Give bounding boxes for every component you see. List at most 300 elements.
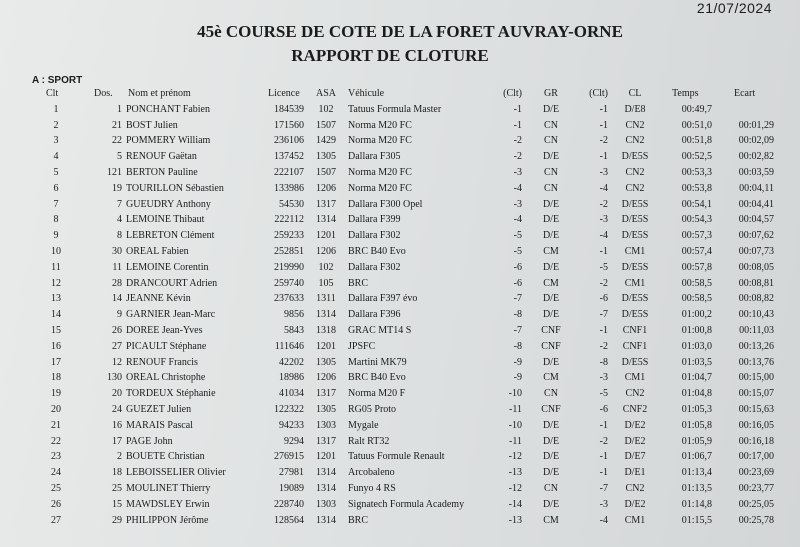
cell-clt-cl: -2 [599, 435, 608, 447]
cell-clt: 10 [51, 245, 61, 257]
cell-name: MOULINET Thierry [126, 482, 211, 494]
cell-dos: 21 [112, 119, 122, 131]
cell-cl: D/E5S [621, 293, 649, 305]
table-row [0, 339, 800, 355]
cell-name: GARNIER Jean-Marc [126, 309, 216, 321]
cell-cl: D/E2 [624, 419, 646, 431]
cell-clt: 17 [51, 356, 61, 368]
cell-ecart: 00:16,05 [738, 419, 774, 431]
cell-name: RENOUF Francis [126, 356, 198, 368]
cell-clt: 9 [53, 230, 59, 242]
cell-name: BERTON Pauline [126, 166, 198, 178]
cell-clt: 19 [51, 388, 61, 400]
cell-dos: 24 [112, 403, 122, 415]
cell-asa: 1311 [316, 293, 336, 305]
cell-dos: 27 [112, 340, 122, 352]
table-row [0, 228, 800, 244]
cell-clt-cl: -4 [599, 182, 608, 194]
cell-gr: CM [543, 514, 559, 526]
cell-clt: 18 [51, 372, 61, 384]
cell-clt: 12 [51, 277, 61, 289]
cell-ecart: 00:16,18 [738, 435, 774, 447]
cell-clt: 26 [51, 498, 61, 510]
table-row [0, 370, 800, 386]
cell-clt-cl: -1 [599, 151, 608, 163]
cell-name: PHILIPPON Jérôme [126, 514, 209, 526]
cell-dos: 5 [117, 151, 122, 163]
cell-clt-gr: -1 [513, 103, 522, 115]
cell-asa: 1317 [316, 388, 336, 400]
cell-asa: 102 [318, 261, 334, 273]
cell-cl: CN2 [625, 182, 645, 194]
table-header [0, 86, 800, 102]
cell-vehicle: Ralt RT32 [348, 435, 390, 447]
cell-ecart: 00:10,43 [738, 309, 774, 321]
cell-licence: 228740 [274, 498, 304, 510]
cell-clt-cl: -2 [599, 277, 608, 289]
cell-gr: D/E [542, 419, 560, 431]
cell-clt: 4 [53, 151, 59, 163]
cell-cl: CM1 [624, 245, 646, 257]
cell-ecart: 00:15,63 [738, 403, 774, 415]
cell-cl: CM1 [624, 277, 646, 289]
cell-clt-gr: -9 [513, 356, 522, 368]
cell-clt-gr: -9 [513, 372, 522, 384]
cell-cl: D/E5S [621, 198, 649, 210]
cell-vehicle: Dallara F300 Opel [348, 198, 423, 210]
cell-asa: 1305 [316, 151, 336, 163]
cell-clt: 21 [51, 419, 61, 431]
cell-name: LEBOISSELIER Olivier [126, 467, 226, 479]
header-clt-cl: (Clt) [589, 88, 608, 99]
cell-clt-cl: -4 [599, 514, 608, 526]
cell-clt: 3 [53, 135, 59, 147]
table-row [0, 102, 800, 118]
cell-asa: 1317 [316, 435, 336, 447]
cell-clt-cl: -1 [599, 451, 608, 463]
cell-name: GUEUDRY Anthony [126, 198, 211, 210]
cell-clt-cl: -2 [599, 135, 608, 147]
cell-clt-cl: -1 [599, 245, 608, 257]
cell-dos: 1 [117, 103, 122, 115]
cell-dos: 9 [117, 309, 122, 321]
cell-temps: 01:14,8 [681, 498, 712, 510]
header-vehicle: Véhicule [348, 88, 385, 99]
table-body [0, 102, 800, 529]
cell-gr: CN [544, 482, 558, 494]
cell-cl: D/E2 [624, 498, 646, 510]
cell-asa: 1201 [316, 340, 336, 352]
cell-temps: 01:00,8 [681, 324, 712, 336]
cell-name: OREAL Christophe [126, 372, 206, 384]
cell-temps: 00:49,7 [681, 103, 712, 115]
cell-dos: 14 [112, 293, 122, 305]
cell-cl: CN2 [625, 119, 645, 131]
cell-cl: D/E5S [621, 230, 649, 242]
table-row [0, 449, 800, 465]
cell-clt-gr: -4 [513, 182, 522, 194]
cell-asa: 1305 [316, 356, 336, 368]
cell-cl: CM1 [624, 372, 646, 384]
cell-clt: 11 [51, 261, 61, 273]
cell-asa: 1206 [316, 245, 336, 257]
cell-cl: CM1 [624, 514, 646, 526]
cell-clt-gr: -7 [513, 324, 522, 336]
cell-gr: CM [543, 245, 559, 257]
cell-temps: 01:05,9 [681, 435, 712, 447]
cell-vehicle: Dallara F399 [348, 214, 401, 226]
table-row [0, 212, 800, 228]
cell-asa: 1305 [316, 403, 336, 415]
cell-vehicle: Arcobaleno [348, 467, 395, 479]
cell-clt: 23 [51, 451, 61, 463]
cell-gr: D/E [542, 261, 560, 273]
cell-name: TOURILLON Sébastien [126, 182, 224, 194]
cell-asa: 102 [318, 103, 334, 115]
cell-clt-gr: -10 [508, 419, 522, 431]
cell-temps: 00:53,3 [681, 166, 712, 178]
cell-licence: 236106 [274, 135, 304, 147]
cell-ecart: 00:13,26 [738, 340, 774, 352]
cell-gr: D/E [542, 435, 560, 447]
cell-ecart: 00:25,05 [738, 498, 774, 510]
cell-name: OREAL Fabien [126, 245, 189, 257]
cell-vehicle: BRC [348, 514, 369, 526]
cell-temps: 01:13,4 [681, 467, 712, 479]
cell-vehicle: Tatuus Formula Master [348, 103, 442, 115]
cell-clt: 14 [51, 309, 61, 321]
cell-clt-gr: -5 [513, 245, 522, 257]
cell-clt-cl: -6 [599, 293, 608, 305]
cell-cl: D/E5S [621, 356, 649, 368]
cell-temps: 01:06,7 [681, 451, 712, 463]
cell-temps: 01:00,2 [681, 309, 712, 321]
cell-cl: CN2 [625, 135, 645, 147]
cell-licence: 18986 [279, 372, 304, 384]
cell-clt-gr: -2 [513, 135, 522, 147]
header-clt-gr: (Clt) [503, 88, 522, 99]
event-title: 45è COURSE DE COTE DE LA FORET AUVRAY-ORNE [197, 22, 623, 41]
cell-temps: 00:54,3 [681, 214, 712, 226]
cell-asa: 1201 [316, 230, 336, 242]
cell-ecart: 00:08,05 [738, 261, 774, 273]
cell-licence: 222107 [274, 166, 304, 178]
header-clt: Clt [46, 88, 59, 99]
cell-clt: 8 [53, 214, 59, 226]
cell-clt-cl: -3 [599, 166, 608, 178]
cell-temps: 00:57,3 [681, 230, 712, 242]
cell-cl: CNF1 [622, 340, 648, 352]
cell-vehicle: JPSFC [348, 340, 376, 352]
cell-licence: 259233 [274, 230, 304, 242]
cell-gr: CNF [541, 340, 561, 352]
cell-dos: 22 [112, 135, 122, 147]
cell-clt-cl: -5 [599, 261, 608, 273]
header-gr: GR [544, 88, 558, 99]
cell-temps: 01:04,7 [681, 372, 712, 384]
cell-gr: CN [544, 388, 558, 400]
cell-vehicle: RG05 Proto [348, 403, 397, 415]
cell-ecart: 00:08,81 [738, 277, 774, 289]
header-name: Nom et prénom [128, 88, 191, 99]
cell-licence: 184539 [274, 103, 304, 115]
cell-dos: 25 [112, 482, 122, 494]
cell-name: MAWDSLEY Erwin [126, 498, 210, 510]
cell-clt-gr: -14 [508, 498, 522, 510]
header-dos: Dos. [94, 88, 113, 99]
cell-vehicle: Norma M20 F [348, 388, 406, 400]
cell-dos: 30 [112, 245, 122, 257]
cell-ecart: 00:15,00 [738, 372, 774, 384]
cell-name: BOST Julien [126, 119, 178, 131]
cell-cl: CN2 [625, 388, 645, 400]
cell-ecart: 00:02,82 [738, 151, 774, 163]
cell-clt-cl: -2 [599, 198, 608, 210]
cell-gr: CM [543, 277, 559, 289]
cell-name: DOREE Jean-Yves [126, 324, 203, 336]
cell-gr: D/E [542, 451, 560, 463]
cell-clt: 1 [53, 103, 59, 115]
cell-licence: 41034 [279, 388, 304, 400]
cell-name: PONCHANT Fabien [126, 103, 210, 115]
cell-licence: 219990 [274, 261, 304, 273]
cell-temps: 00:58,5 [681, 293, 712, 305]
cell-ecart: 00:04,57 [738, 214, 774, 226]
cell-gr: D/E [542, 467, 560, 479]
cell-ecart: 00:07,62 [738, 230, 774, 242]
cell-vehicle: Norma M20 FC [348, 135, 412, 147]
cell-name: GUEZET Julien [126, 403, 192, 415]
table-row [0, 291, 800, 307]
cell-clt-cl: -6 [599, 403, 608, 415]
cell-vehicle: BRC [348, 277, 369, 289]
cell-clt-cl: -2 [599, 340, 608, 352]
cell-cl: D/E8 [624, 103, 646, 115]
cell-licence: 137452 [274, 151, 304, 163]
cell-ecart: 00:03,59 [738, 166, 774, 178]
cell-ecart: 00:01,29 [738, 119, 774, 131]
cell-clt-cl: -1 [599, 324, 608, 336]
cell-clt-gr: -6 [513, 261, 522, 273]
cell-licence: 54530 [279, 198, 304, 210]
cell-dos: 17 [112, 435, 122, 447]
cell-clt: 5 [53, 166, 59, 178]
cell-gr: D/E [542, 293, 560, 305]
cell-name: MARAIS Pascal [126, 419, 193, 431]
cell-clt-gr: -3 [513, 198, 522, 210]
cell-vehicle: Dallara F396 [348, 309, 401, 321]
table-row [0, 260, 800, 276]
header-asa: ASA [315, 88, 336, 99]
cell-ecart: 00:04,41 [738, 198, 774, 210]
cell-clt: 6 [53, 182, 59, 194]
cell-clt-gr: -12 [508, 451, 522, 463]
cell-gr: CN [544, 182, 558, 194]
cell-licence: 128564 [274, 514, 304, 526]
cell-dos: 28 [112, 277, 122, 289]
cell-asa: 1206 [316, 372, 336, 384]
cell-dos: 121 [107, 166, 122, 178]
cell-clt-gr: -11 [509, 435, 522, 447]
cell-gr: D/E [542, 498, 560, 510]
cell-gr: D/E [542, 356, 560, 368]
table-row [0, 323, 800, 339]
cell-clt: 25 [51, 482, 61, 494]
table-row [0, 481, 800, 497]
cell-dos: 12 [112, 356, 122, 368]
cell-vehicle: Tatuus Formule Renault [348, 451, 445, 463]
cell-vehicle: Dallara F305 [348, 151, 401, 163]
cell-licence: 222112 [274, 214, 304, 226]
cell-asa: 1314 [316, 309, 336, 321]
table-row [0, 276, 800, 292]
cell-vehicle: GRAC MT14 S [348, 324, 412, 336]
cell-name: JEANNE Kévin [126, 293, 191, 305]
cell-name: BOUETE Christian [126, 451, 205, 463]
table-row [0, 181, 800, 197]
table-row [0, 497, 800, 513]
header-ecart: Ecart [734, 88, 756, 99]
cell-temps: 00:53,8 [681, 182, 712, 194]
cell-gr: CN [544, 135, 558, 147]
cell-clt-gr: -4 [513, 214, 522, 226]
cell-licence: 122322 [274, 403, 304, 415]
cell-clt: 27 [51, 514, 61, 526]
cell-cl: D/E1 [624, 467, 646, 479]
cell-cl: CNF1 [622, 324, 648, 336]
cell-temps: 00:57,8 [681, 261, 712, 273]
cell-clt-cl: -3 [599, 498, 608, 510]
cell-clt-gr: -13 [508, 467, 522, 479]
cell-temps: 01:03,0 [681, 340, 712, 352]
cell-clt-gr: -3 [513, 166, 522, 178]
cell-asa: 1318 [316, 324, 336, 336]
cell-gr: CNF [541, 324, 561, 336]
cell-asa: 1201 [316, 451, 336, 463]
cell-clt-cl: -1 [599, 119, 608, 131]
cell-cl: CN2 [625, 166, 645, 178]
cell-name: TORDEUX Stéphanie [126, 388, 216, 400]
cell-vehicle: Signatech Formula Academy [348, 498, 465, 510]
cell-vehicle: Funyo 4 RS [348, 482, 396, 494]
cell-ecart: 00:15,07 [738, 388, 774, 400]
cell-ecart: 00:04,11 [739, 182, 774, 194]
cell-dos: 19 [112, 182, 122, 194]
cell-licence: 42202 [279, 356, 304, 368]
cell-vehicle: Mygale [348, 419, 379, 431]
cell-dos: 29 [112, 514, 122, 526]
cell-dos: 4 [117, 214, 122, 226]
cell-ecart: 00:25,78 [738, 514, 774, 526]
cell-asa: 1206 [316, 182, 336, 194]
cell-clt-gr: -13 [508, 514, 522, 526]
cell-licence: 259740 [274, 277, 304, 289]
table-row [0, 244, 800, 260]
table-row [0, 386, 800, 402]
cell-vehicle: Dallara F302 [348, 261, 401, 273]
header-cl: CL [628, 88, 642, 99]
cell-asa: 1507 [316, 166, 336, 178]
cell-vehicle: Norma M20 FC [348, 166, 412, 178]
cell-dos: 7 [117, 198, 122, 210]
cell-clt-gr: -12 [508, 482, 522, 494]
cell-asa: 1314 [316, 467, 336, 479]
cell-ecart: 00:13,76 [738, 356, 774, 368]
cell-asa: 1429 [316, 135, 336, 147]
cell-clt-cl: -3 [599, 372, 608, 384]
cell-clt: 20 [51, 403, 61, 415]
cell-licence: 9856 [284, 309, 304, 321]
cell-cl: D/E5S [621, 214, 649, 226]
cell-clt: 24 [51, 467, 61, 479]
cell-name: PICAULT Stéphane [126, 340, 207, 352]
cell-gr: D/E [542, 198, 560, 210]
cell-licence: 9294 [284, 435, 304, 447]
cell-temps: 01:13,5 [681, 482, 712, 494]
table-row [0, 165, 800, 181]
cell-clt-gr: -10 [508, 388, 522, 400]
table-row [0, 465, 800, 481]
cell-clt: 13 [51, 293, 61, 305]
table-row [0, 418, 800, 434]
table-row [0, 513, 800, 529]
cell-ecart: 00:17,00 [738, 451, 774, 463]
results-table [0, 86, 800, 528]
cell-ecart: 00:11,03 [739, 324, 774, 336]
cell-dos: 8 [117, 230, 122, 242]
cell-clt-cl: -5 [599, 388, 608, 400]
cell-temps: 01:05,3 [681, 403, 712, 415]
cell-cl: D/E7 [624, 451, 646, 463]
cell-name: RENOUF Gaëtan [126, 151, 197, 163]
cell-clt-gr: -7 [513, 293, 522, 305]
cell-ecart: 00:02,09 [738, 135, 774, 147]
cell-name: LEMOINE Thibaut [126, 214, 205, 226]
table-row [0, 307, 800, 323]
cell-clt: 22 [51, 435, 61, 447]
cell-licence: 19089 [279, 482, 304, 494]
cell-clt-cl: -1 [599, 467, 608, 479]
cell-licence: 237633 [274, 293, 304, 305]
cell-temps: 01:05,8 [681, 419, 712, 431]
cell-name: LEMOINE Corentin [126, 261, 209, 273]
cell-temps: 00:51,0 [681, 119, 712, 131]
cell-ecart: 00:23,69 [738, 467, 774, 479]
cell-vehicle: Dallara F397 évo [348, 293, 418, 305]
cell-dos: 16 [112, 419, 122, 431]
cell-dos: 20 [112, 388, 122, 400]
cell-licence: 94233 [279, 419, 304, 431]
report-title: RAPPORT DE CLOTURE [291, 46, 489, 65]
cell-vehicle: BRC B40 Evo [348, 245, 406, 257]
cell-asa: 1303 [316, 419, 336, 431]
cell-asa: 1314 [316, 514, 336, 526]
report-date: 21/07/2024 [696, 0, 772, 16]
cell-clt-cl: -7 [599, 309, 608, 321]
cell-name: DRANCOURT Adrien [126, 277, 218, 289]
cell-asa: 1314 [316, 482, 336, 494]
cell-gr: D/E [542, 103, 560, 115]
cell-clt-cl: -1 [599, 419, 608, 431]
cell-clt: 2 [53, 119, 59, 131]
cell-gr: D/E [542, 230, 560, 242]
cell-dos: 130 [107, 372, 122, 384]
cell-temps: 01:04,8 [681, 388, 712, 400]
cell-licence: 27981 [279, 467, 304, 479]
cell-asa: 105 [318, 277, 334, 289]
cell-cl: D/E5S [621, 151, 649, 163]
cell-asa: 1303 [316, 498, 336, 510]
